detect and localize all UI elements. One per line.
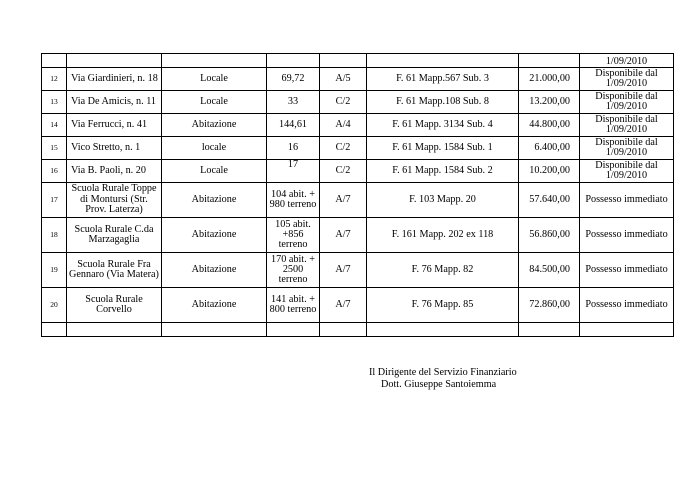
cell-area: 144,61 [267, 114, 320, 137]
cell-num: 14 [42, 114, 67, 137]
empty-cell [580, 323, 674, 337]
cell-num: 16 [42, 160, 67, 183]
cell-num: 15 [42, 137, 67, 160]
signature-title: Il Dirigente del Servizio Finanziario [369, 367, 517, 378]
cell-area [267, 54, 320, 68]
cell-type [162, 54, 267, 68]
table-row-empty [42, 323, 674, 337]
cell-cadastral: F. 61 Mapp.108 Sub. 8 [367, 91, 519, 114]
cell-num: 19 [42, 253, 67, 288]
table-row [42, 288, 674, 323]
cell-address: Scuola Rurale Toppe di Montursi (Str. Prov. Laterza) [67, 183, 162, 218]
cell-category: A/4 [320, 114, 367, 137]
cell-availability: Disponibile dal 1/09/2010 [580, 160, 674, 183]
cell-value: 56.860,00 [519, 218, 580, 253]
cell-address: Via De Amicis, n. 11 [67, 91, 162, 114]
table-row-top [42, 54, 674, 68]
cell-type: Abitazione [162, 218, 267, 253]
cell-type: Locale [162, 68, 267, 91]
cell-category: A/7 [320, 288, 367, 323]
cell-value: 13.200,00 [519, 91, 580, 114]
property-table [41, 53, 674, 337]
cell-type: Locale [162, 160, 267, 183]
cell-cadastral: F. 76 Mapp. 85 [367, 288, 519, 323]
cell-category: A/7 [320, 253, 367, 288]
cell-value: 21.000,00 [519, 68, 580, 91]
cell-type: locale [162, 137, 267, 160]
cell-cadastral [367, 54, 519, 68]
table-row [42, 91, 674, 114]
cell-value: 10.200,00 [519, 160, 580, 183]
cell-address: Vico Stretto, n. 1 [67, 137, 162, 160]
cell-availability: Possesso immediato [580, 288, 674, 323]
cell-num: 20 [42, 288, 67, 323]
table-row [42, 218, 674, 253]
cell-num: 17 [42, 183, 67, 218]
cell-availability: Possesso immediato [580, 183, 674, 218]
cell-value: 6.400,00 [519, 137, 580, 160]
cell-category: C/2 [320, 160, 367, 183]
cell-category: A/5 [320, 68, 367, 91]
empty-cell [367, 323, 519, 337]
cell-availability: Disponibile dal 1/09/2010 [580, 137, 674, 160]
cell-availability: 1/09/2010 [580, 54, 674, 68]
cell-cadastral: F. 61 Mapp.567 Sub. 3 [367, 68, 519, 91]
cell-value [519, 54, 580, 68]
cell-availability: Disponibile dal 1/09/2010 [580, 68, 674, 91]
cell-type: Locale [162, 91, 267, 114]
table-row [42, 68, 674, 91]
cell-availability: Possesso immediato [580, 218, 674, 253]
table-row [42, 183, 674, 218]
cell-type: Abitazione [162, 253, 267, 288]
cell-type: Abitazione [162, 114, 267, 137]
cell-area: 17 [267, 160, 320, 183]
cell-area: 33 [267, 91, 320, 114]
empty-cell [42, 323, 67, 337]
table-row [42, 253, 674, 288]
cell-value: 44.800,00 [519, 114, 580, 137]
empty-cell [320, 323, 367, 337]
cell-num [42, 54, 67, 68]
table-row [42, 160, 674, 183]
cell-area: 141 abit. + 800 terreno [267, 288, 320, 323]
cell-category: A/7 [320, 218, 367, 253]
cell-value: 72.860,00 [519, 288, 580, 323]
signature-name: Dott. Giuseppe Santoiemma [381, 379, 497, 390]
table-row [42, 114, 674, 137]
cell-cadastral: F. 76 Mapp. 82 [367, 253, 519, 288]
cell-num: 13 [42, 91, 67, 114]
cell-availability: Disponibile dal 1/09/2010 [580, 91, 674, 114]
cell-category: A/7 [320, 183, 367, 218]
table-row [42, 137, 674, 160]
empty-cell [519, 323, 580, 337]
cell-address: Via B. Paoli, n. 20 [67, 160, 162, 183]
cell-cadastral: F. 61 Mapp. 1584 Sub. 1 [367, 137, 519, 160]
cell-address: Via Giardinieri, n. 18 [67, 68, 162, 91]
cell-num: 18 [42, 218, 67, 253]
cell-address: Scuola Rurale C.da Marzagaglia [67, 218, 162, 253]
cell-cadastral: F. 161 Mapp. 202 ex 118 [367, 218, 519, 253]
cell-type: Abitazione [162, 288, 267, 323]
cell-availability: Possesso immediato [580, 253, 674, 288]
cell-type: Abitazione [162, 183, 267, 218]
cell-value: 84.500,00 [519, 253, 580, 288]
cell-area: 104 abit. + 980 terreno [267, 183, 320, 218]
cell-category [320, 54, 367, 68]
cell-address: Via Ferrucci, n. 41 [67, 114, 162, 137]
cell-cadastral: F. 61 Mapp. 1584 Sub. 2 [367, 160, 519, 183]
cell-area: 170 abit. + 2500 terreno [267, 253, 320, 288]
cell-area: 16 [267, 137, 320, 160]
cell-address: Scuola Rurale Fra Gennaro (Via Matera) [67, 253, 162, 288]
empty-cell [162, 323, 267, 337]
cell-num: 12 [42, 68, 67, 91]
cell-area: 105 abit. +856 terreno [267, 218, 320, 253]
empty-cell [67, 323, 162, 337]
empty-cell [267, 323, 320, 337]
cell-value: 57.640,00 [519, 183, 580, 218]
table-body [42, 54, 674, 337]
signature-block [369, 367, 517, 391]
cell-availability: Disponibile dal 1/09/2010 [580, 114, 674, 137]
cell-cadastral: F. 103 Mapp. 20 [367, 183, 519, 218]
cell-cadastral: F. 61 Mapp. 3134 Sub. 4 [367, 114, 519, 137]
cell-category: C/2 [320, 137, 367, 160]
cell-address [67, 54, 162, 68]
cell-area: 69,72 [267, 68, 320, 91]
cell-address: Scuola Rurale Corvello [67, 288, 162, 323]
cell-category: C/2 [320, 91, 367, 114]
